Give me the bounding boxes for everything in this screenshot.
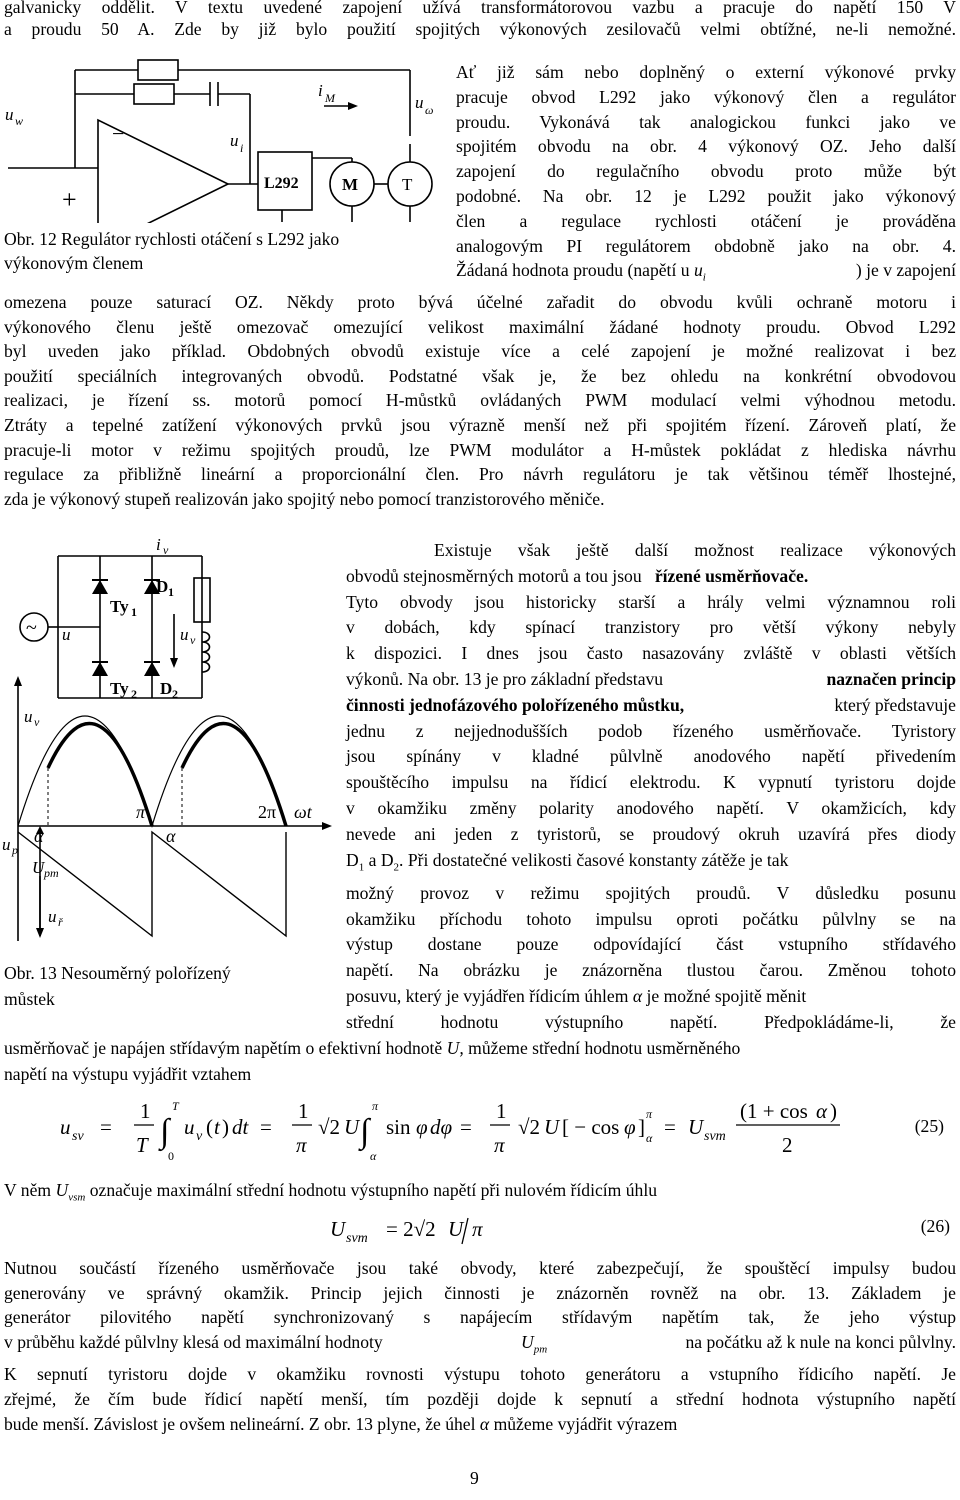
svg-text:φ: φ [624,1115,636,1139]
text-line: v dobách, kdy spínací tranzistory pro větší výkony nebyly [346,617,956,638]
svg-text:π: π [646,1107,653,1121]
svg-text:α: α [816,1099,828,1123]
svg-text:): ) [222,1115,229,1139]
svg-text:T: T [136,1133,148,1157]
svg-text:∫: ∫ [160,1113,170,1150]
uv-arrow [170,658,178,668]
two-pi-label: 2π [258,802,277,822]
text-line: zapojení do regulačního obvodu proto může být [456,161,956,182]
svg-text:svm: svm [346,1231,368,1246]
uv2-label: u [24,707,33,726]
svg-text:√2: √2 [518,1115,541,1139]
svg-text:dφ: dφ [430,1115,453,1139]
svg-text:(: ( [206,1115,213,1139]
ty2-label: Ty [110,679,129,698]
right-column-13 [346,538,956,1036]
uo-label: u [415,93,424,112]
text-fragment: na počátku až k nule na konci půlvlny. [685,1332,956,1353]
svg-text:t: t [214,1115,220,1139]
text-line: nevede ani jeden z tyristorů, se proudový okruh uzavírá přes diody [346,823,956,844]
ui-label: u [230,131,239,150]
text-fragment: můžeme střední hodnotu usměrněného [468,1038,741,1058]
d1-label: D [156,577,169,596]
text-line [346,693,956,719]
svg-text:u: u [60,1115,71,1139]
svg-text:∫: ∫ [360,1113,370,1150]
svg-text:π: π [296,1133,307,1157]
text-line: realizaci, je řízení ss. motorů pomocí H-můstků ovládaných PWM modulací velmi výhodnou metodu. [4,390,956,411]
figure-13-caption-2: můstek [4,989,55,1009]
figure-12-circuit [0,48,450,223]
page-number: 9 [470,1468,479,1488]
svg-text:0: 0 [168,1149,174,1163]
figure-13-caption-1: Obr. 13 Nesouměrný polořízený [4,963,231,983]
uv-label: u [180,625,189,644]
d2-label: D [160,679,173,698]
text-line: generovány ve správný okamžik. Princip jejich činnosti je znázorněn rovněž na obr. 13. Základem je [4,1282,956,1303]
im-label: i [318,81,323,100]
iv-label: i [156,536,161,554]
load-inductor [202,632,210,672]
text-line: okamžiku příchodu tohoto impulsu oproti počátku půlvlny se na [346,908,956,929]
text-fragment: D [346,849,359,870]
text-line: Existuje však ještě další možnost realizace výkonových [434,540,956,560]
tacho-label: T [402,175,413,194]
text-fragment: obvodů stejnosměrných motorů a tou jsou [346,565,642,586]
uv2-sub: v [34,715,40,729]
diode-2-symbol [144,662,160,676]
ur-label: u [48,907,57,926]
im-sub: M [325,91,335,105]
svg-text:(1 + cos: (1 + cos [740,1099,808,1123]
equation-26-number: (26) [920,1216,950,1236]
text-line [346,667,956,693]
pi-label: π [136,802,146,822]
figure-12-caption-2: výkonovým členem [4,253,144,273]
text-fragment: řízené usměrňovače. [654,565,809,586]
feedback-resistor [134,84,174,104]
text-line: jsou spínány v kladné půlvlně anodového napětí přivedením [346,746,956,767]
text-line: galvanicky oddělit. V textu uvedené zapojení užívá transformátorovou vazbu a pracuje do napětí 150 V [4,0,956,17]
svg-text:sin: sin [386,1115,411,1139]
u-label: u [62,625,71,644]
text-line: a proudu 50 A. Zde by již bylo použití spojitých výkonových zesilovačů velmi obtížné, ne-li nemožné. [4,19,956,39]
input-resistor [138,60,178,80]
text-line: Tyto obvody jsou historicky starší a hrály velmi významnou roli [346,591,956,612]
svg-text:U: U [448,1217,464,1241]
text-fragment: . Při dostatečné velikosti časové konstanty zátěže je tak [399,849,789,870]
tilde-label: ~ [26,617,37,639]
text-fragment: je možné spojitě měnit [646,986,807,1007]
ur-sub: ř [58,915,63,929]
svg-text:u: u [184,1115,195,1139]
svg-text:v: v [196,1129,203,1144]
text-fragment: a D [364,849,394,870]
text-fragment: označuje maximální střední hodnotu výstupního napětí při nulovém řídicím úhlu [89,1180,658,1200]
svg-text:=: = [460,1115,472,1139]
svg-text:1: 1 [140,1099,151,1123]
chip-label: L292 [264,175,299,192]
text-line: $D_1$ a $D_2$. Při dostatečné velikosti časové konstanty zátěže je tak [346,849,789,874]
text-fragment: výkonů. Na obr. 13 je pro základní představu [346,668,664,689]
text-line: napětí na výstupu vyjádřit vztahem [4,1063,252,1084]
svg-text:α: α [646,1131,653,1145]
svg-text:π: π [472,1217,483,1241]
text-line: regulace za přibližně lineární a proporcionální člen. Pro návrh regulátoru je tak většinou téměř lhostejné, [4,464,956,485]
equation-26-formula [330,1210,550,1250]
text-fragment: který představuje [834,694,956,715]
svg-text:=: = [100,1115,112,1139]
svg-text:1: 1 [298,1099,309,1123]
iv-sub: v [163,543,169,557]
text-fragment: Žádaná hodnota proudu (napětí u [456,260,690,281]
text-line: bude menší. Závislost je ovšem nelineární. Z obr. 13 plyne, že úhel α můžeme vyjádřit výrazem [4,1413,678,1434]
text-line: jednu z nejjednodušších podob řízeného usměrňovače. Tyristory [346,720,956,741]
svg-text:α: α [370,1149,377,1163]
uv-sub: v [190,633,196,647]
text-line: usměrňovač je napájen střídavým napětím o efektivní hodnotě U, můžeme střední hodnotu usměrněného [4,1038,741,1058]
svg-text:2: 2 [782,1133,793,1157]
svg-text:1: 1 [496,1099,507,1123]
d1-sub: 1 [168,585,174,599]
text-line: K sepnutí tyristoru dojde v okamžiku rovnosti výstupu tohoto generátoru a vstupního řídicího napětí. Je [4,1364,956,1385]
text-line: spojitém obvodu na obr. 4 výkonový OZ. Jeho další [456,136,956,157]
text-line: Nutnou součástí řízeného usměrňovače jsou také obvody, které zabezpečují, že spouštěcí impulsy budou [4,1258,956,1278]
svg-text:φ: φ [416,1115,428,1139]
upm-label: U [32,858,45,877]
svg-text:]: ] [638,1115,645,1139]
text-line: spouštěcího impulsu na řídicí elektrodu. K vypnutí tyristoru dojde [346,772,956,793]
uw-sub: w [15,114,24,128]
text-line: podobné. Na obr. 12 je L292 použit jako výkonový [456,185,956,206]
svg-text:sv: sv [72,1129,84,1144]
text-line [346,564,956,590]
text-fragment: bude menší. Závislost je ovšem nelineární. Z obr. 13 plyne, že úhel [4,1413,476,1434]
thyristor-2-symbol [92,662,108,676]
text-fragment: naznačen princip [826,668,956,689]
up-sub: p [12,843,18,857]
text-line: výstup dostane pouze odpovídající část vstupního střídavého [346,934,956,955]
svg-text:π: π [494,1133,505,1157]
equation-25-formula [60,1094,880,1164]
text-line: Ať již sám nebo doplněný o externí výkonové prvky [456,62,956,82]
text-line: v průběhu každé půlvlny klesá od maximální hodnoty $U_{pm}$ na počátku až k nule na konci půlvlny. [4,1330,956,1362]
svg-text:[ − cos: [ − cos [562,1115,620,1139]
equation-25 [60,1094,950,1164]
svg-text:dt: dt [232,1115,249,1139]
equation-25-number: (25) [914,1116,944,1136]
text-line: Žádaná hodnota proudu (napětí u $u_i$ ) je v zapojení [456,258,956,290]
ty1-label: Ty [110,597,129,616]
ty1-sub: 1 [131,605,137,619]
text-line: generátor pilovitého napětí synchronizovaný s napájecím střídavým napětím tak, že jeho výstup [4,1307,956,1328]
text-line: člen a regulace rychlosti otáčení je prováděna [456,210,956,231]
text-line: omezena pouze saturací OZ. Někdy proto bývá účelné zařadit do obvodu kvůli ochraně motoru i [4,292,956,312]
thyristor-1-symbol [92,580,108,594]
text-fragment: ) je v zapojení [855,260,956,281]
text-fragment: V něm [4,1180,52,1200]
text-line: byl uveden jako příklad. Obdobných obvodů existuje více a celé zapojení je možné realizovat i bez [4,341,956,362]
text-line: Ztráty a tepelné zatížení výkonových prvků jsou výrazně menší než při spojitém řízení. Zároveň platí, že [4,414,956,435]
text-fragment: činnosti jednofázového polořízeného můstku, [346,694,685,715]
text-fragment: posuvu, který je vyjádřen řídicím úhlem [346,986,629,1007]
minus-label: − [112,121,125,146]
svg-text:= 2√2: = 2√2 [386,1217,436,1241]
text-line: pracuje obvod L292 jako výkonový člen a regulátor [456,86,956,107]
alpha-1-label: α [34,826,44,846]
motor-label: M [342,175,359,194]
svg-text:U: U [544,1115,560,1139]
ui-sub: i [240,141,244,155]
up-label: u [2,835,11,854]
equation-26 [330,1210,956,1250]
svg-text:U: U [688,1115,704,1139]
text-line: střední hodnotu výstupního napětí. Předpokládáme-li, že [346,1011,956,1032]
svg-text:U: U [344,1115,360,1139]
svg-text:=: = [260,1115,272,1139]
text-line: možný provoz v režimu spojitých proudů. V důsledku posunu [346,882,956,903]
uw-label: u [5,105,14,124]
figure-13-circuit [0,536,340,966]
text-line: pracuje-li motor v režimu spojitých proudů, lze PWM modulátor a H-můstek pokládat z hlediska návrhu [4,439,956,460]
after-13-paragraph [4,1036,956,1088]
text-line: analogovým PI regulátorem obdobně jako na obr. 4. [456,235,956,256]
svg-text:T: T [172,1099,179,1113]
text-line: napětí. Na obrázku je znázorněna tlustou čarou. Změnou tohoto [346,960,956,981]
text-line: v okamžiku změny polarity anodového napětí. V okamžicích, kdy [346,797,956,818]
text-line: zřejmé, že čím bude řídicí napětí menší, tím později dojde k sepnutí a střední hodnota výstupního napětí [4,1389,956,1410]
svg-text:U: U [330,1217,346,1241]
uo-sub: ω [425,103,434,117]
middle-paragraph [4,290,956,511]
bottom-paragraph [4,1256,956,1436]
d2-sub: 2 [172,687,178,701]
figure-12-caption-1: Obr. 12 Regulátor rychlosti otáčení s L292 jako [4,229,340,249]
text-line: proudu. Vykonává tak analogickou funkci jako ve [456,111,956,132]
text-line: posuvu, který je vyjádřen řídicím úhlem α je možné spojitě měnit [346,986,807,1007]
svg-text:svm: svm [704,1129,726,1144]
text-fragment: usměrňovač je napájen střídavým napětím o efektivní hodnotě [4,1038,443,1058]
text-line: k dispozici. I dnes jsou často nasazovány zvláště v oblasti větších [346,643,956,664]
alpha-2-label: α [166,826,176,846]
text-line: použití speciálních integrovaných obvodů. Podstatné však je, že bez ohledu na konkrétní obvodovou [4,365,956,386]
svg-text:√2: √2 [318,1115,341,1139]
svg-text:=: = [664,1115,676,1139]
text-line: výkonového členu ještě omezovač omezující velikost maximální žádané hodnoty proudu. Obvod L292 [4,316,956,337]
text-line: V něm $U_{vsm}$ označuje maximální střední hodnotu výstupního napětí při nulovém řídicím úhlu [4,1180,658,1204]
text-fragment: můžeme vyjádřit výrazem [493,1413,678,1434]
upm-sub: pm [44,866,59,880]
svg-text:): ) [830,1099,837,1123]
right-column-12 [456,60,956,291]
wt-label: ωt [294,802,312,822]
ty2-sub: 2 [131,687,137,701]
plus-label: + [62,185,77,214]
svg-text:π: π [372,1099,379,1113]
text-fragment: v průběhu každé půlvlny klesá od maximální hodnoty [4,1332,383,1353]
text-line: zda je výkonový stupeň realizován jako spojitý nebo pomocí tranzistorového měniče. [4,488,605,509]
